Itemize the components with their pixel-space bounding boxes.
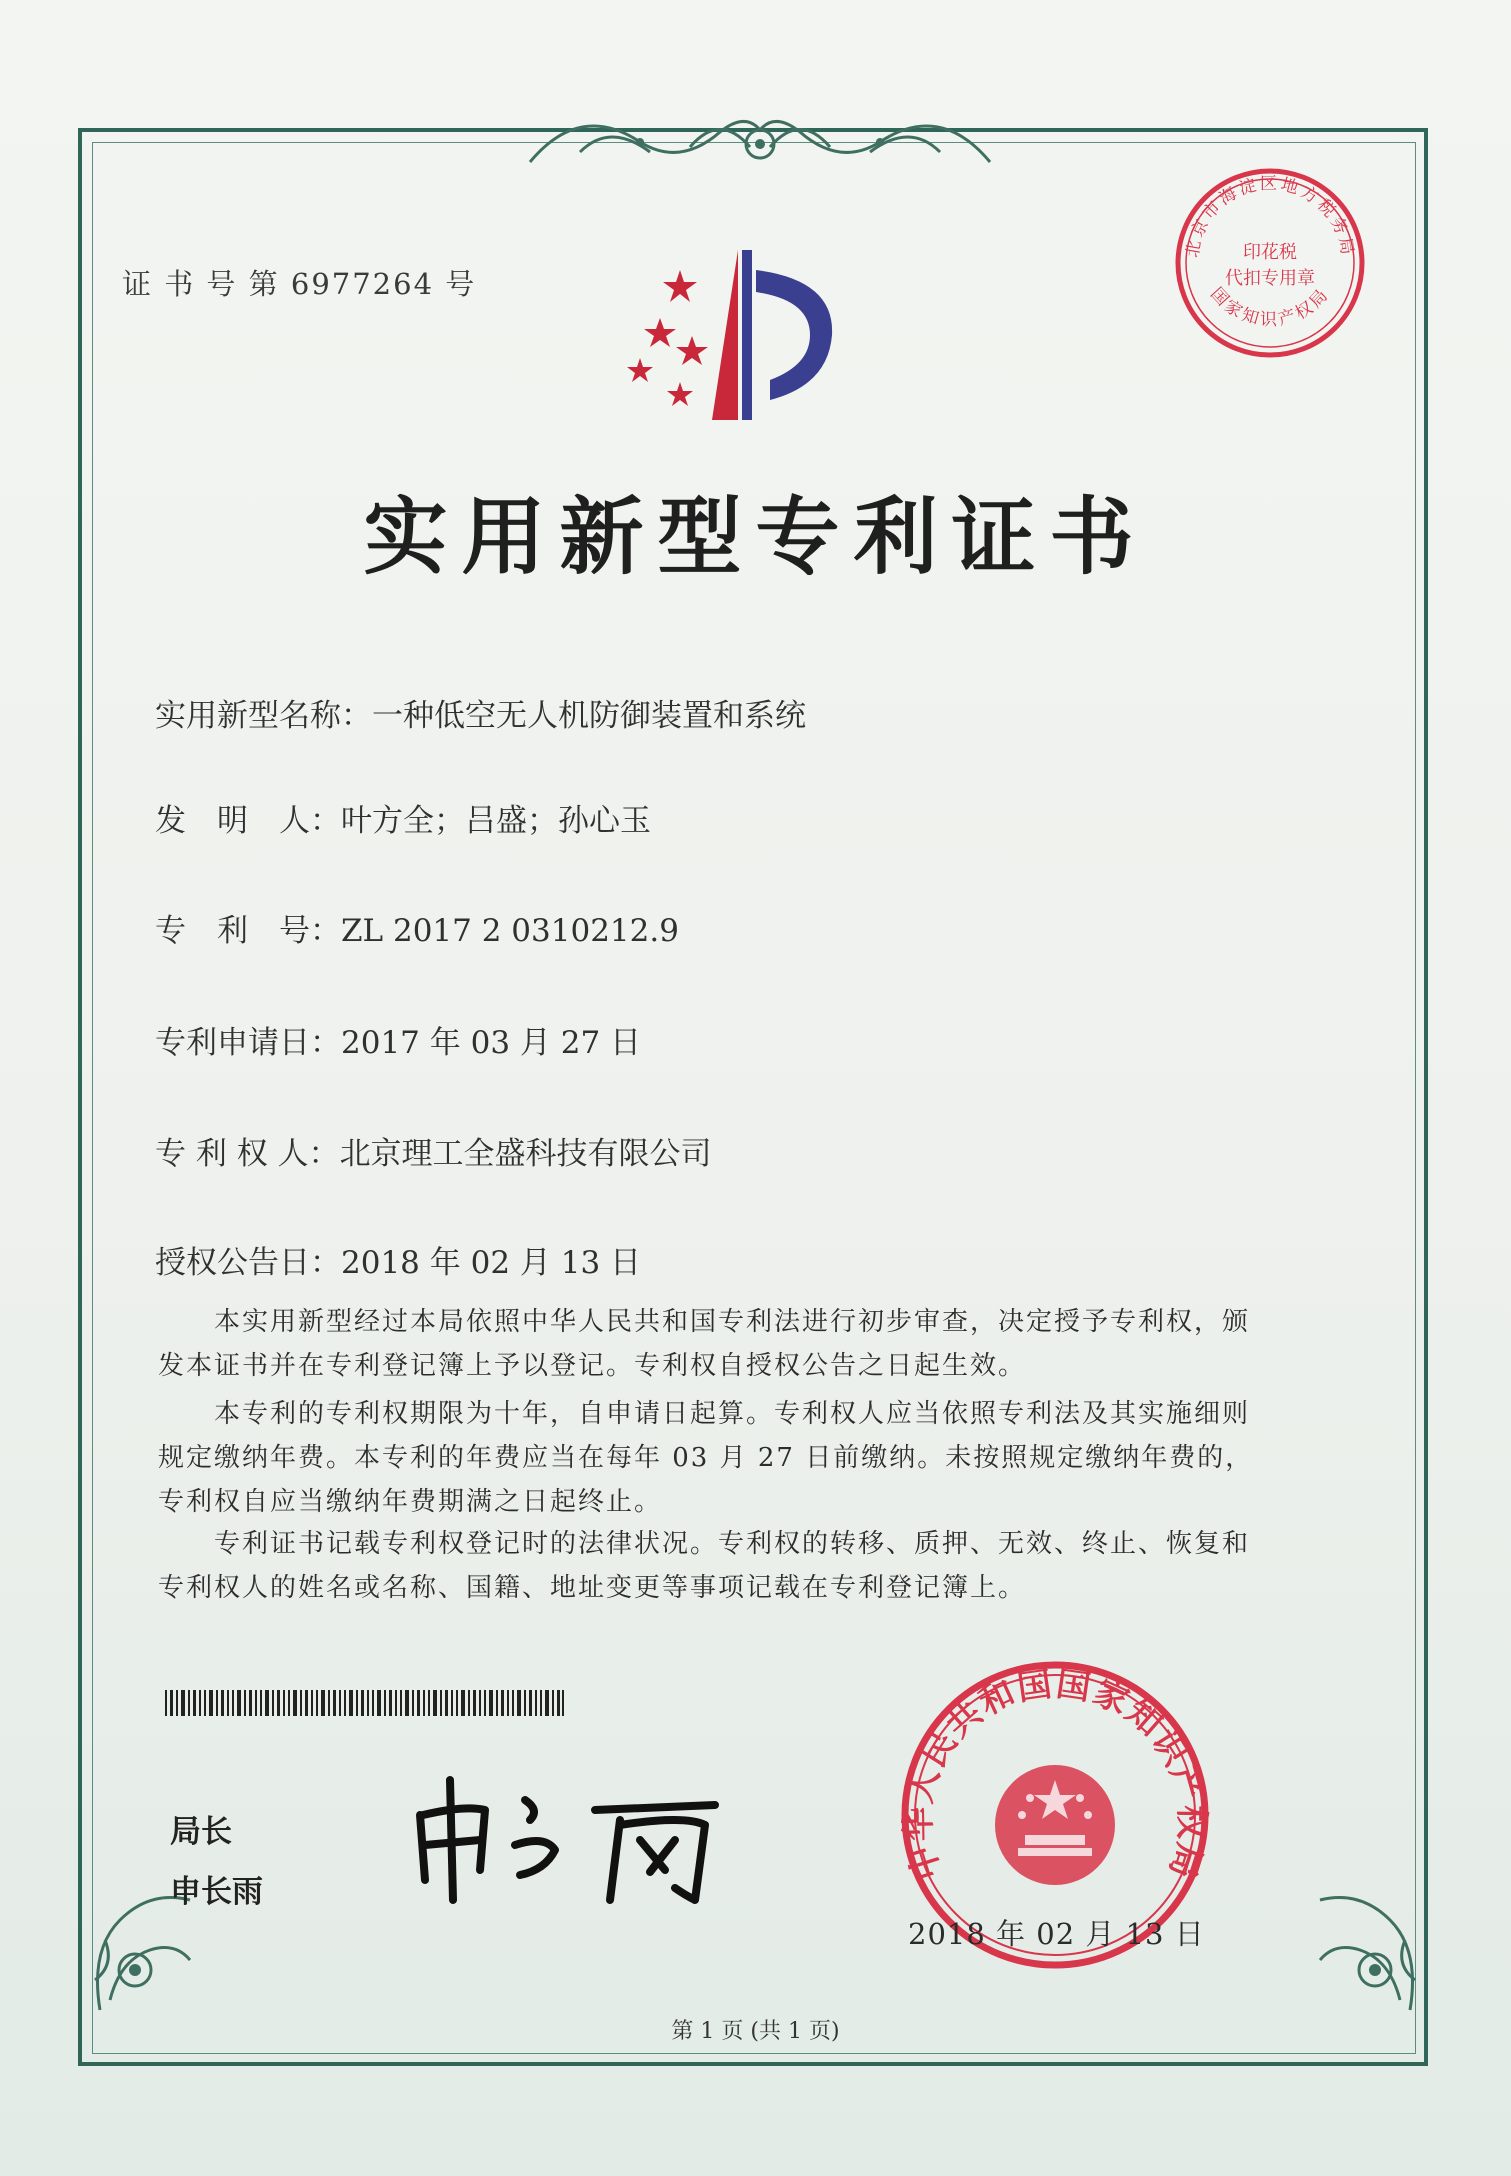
field-value: 2018 年 02 月 13 日 — [341, 1245, 642, 1281]
director-title: 局长 — [170, 1814, 232, 1850]
field-label: 发 明 人： — [155, 803, 341, 839]
field-patent-number — [155, 905, 679, 950]
svg-text:国家知识产权局: 国家知识产权局 — [1206, 283, 1334, 331]
field-value: 叶方全；吕盛；孙心玉 — [341, 803, 651, 839]
field-grant-date — [155, 1237, 641, 1282]
field-label: 专利申请日： — [155, 1025, 341, 1061]
field-inventors — [155, 795, 651, 840]
barcode — [165, 1690, 565, 1716]
director-signature — [405, 1760, 735, 1910]
cnipa-logo-icon — [620, 240, 860, 440]
seal-date: 2018 年 02 月 13 日 — [908, 1917, 1205, 1951]
page-footer: 第 1 页 (共 1 页) — [671, 2019, 840, 2044]
field-patentee — [155, 1128, 712, 1173]
svg-text:中华人民共和国国家知识产权局: 中华人民共和国国家知识产权局 — [898, 1664, 1212, 1885]
field-value: 2017 年 03 月 27 日 — [341, 1025, 642, 1061]
top-ornament-icon — [520, 92, 1000, 182]
body-paragraph: 本实用新型经过本局依照中华人民共和国专利法进行初步审查，决定授予专利权，颁发本证书并在专利登记簿上予以登记。专利权自授权公告之日起生效。 — [158, 1307, 1251, 1381]
field-label: 专 利 权 人： — [155, 1136, 340, 1172]
certificate-number: 证 书 号 第 6977264 号 — [122, 267, 477, 301]
body-paragraph: 专利证书记载专利权登记时的法律状况。专利权的转移、质押、无效、终止、恢复和专利权人的姓名或名称、国籍、地址变更等事项记载在专利登记簿上。 — [158, 1529, 1251, 1603]
body-paragraph: 本专利的专利权期限为十年，自申请日起算。专利权人应当依照专利法及其实施细则规定缴纳年费。本专利的年费应当在每年 03 月 27 日前缴纳。未按照规定缴纳年费的，专利权自应当缴纳年费期满之日起终止。 — [158, 1399, 1254, 1517]
certificate-title: 实用新型专利证书 — [363, 487, 1148, 586]
field-label: 实用新型名称： — [155, 698, 372, 734]
svg-text:印花税: 印花税 — [1243, 242, 1297, 263]
tax-seal-icon — [1165, 158, 1375, 368]
field-application-date — [155, 1017, 641, 1062]
field-value: 一种低空无人机防御装置和系统 — [372, 698, 806, 734]
field-label: 专 利 号： — [155, 913, 341, 949]
director-name: 申长雨 — [170, 1874, 263, 1910]
svg-text:代扣专用章: 代扣专用章 — [1225, 268, 1315, 289]
svg-text:北京市海淀区地方税务局: 北京市海淀区地方税务局 — [1182, 174, 1358, 260]
field-value: 北京理工全盛科技有限公司 — [339, 1136, 712, 1172]
field-value: ZL 2017 2 0310212.9 — [341, 913, 679, 949]
field-utility-model-name — [155, 690, 806, 735]
floral-corner-icon — [1300, 1860, 1430, 2020]
field-label: 授权公告日： — [155, 1245, 341, 1281]
